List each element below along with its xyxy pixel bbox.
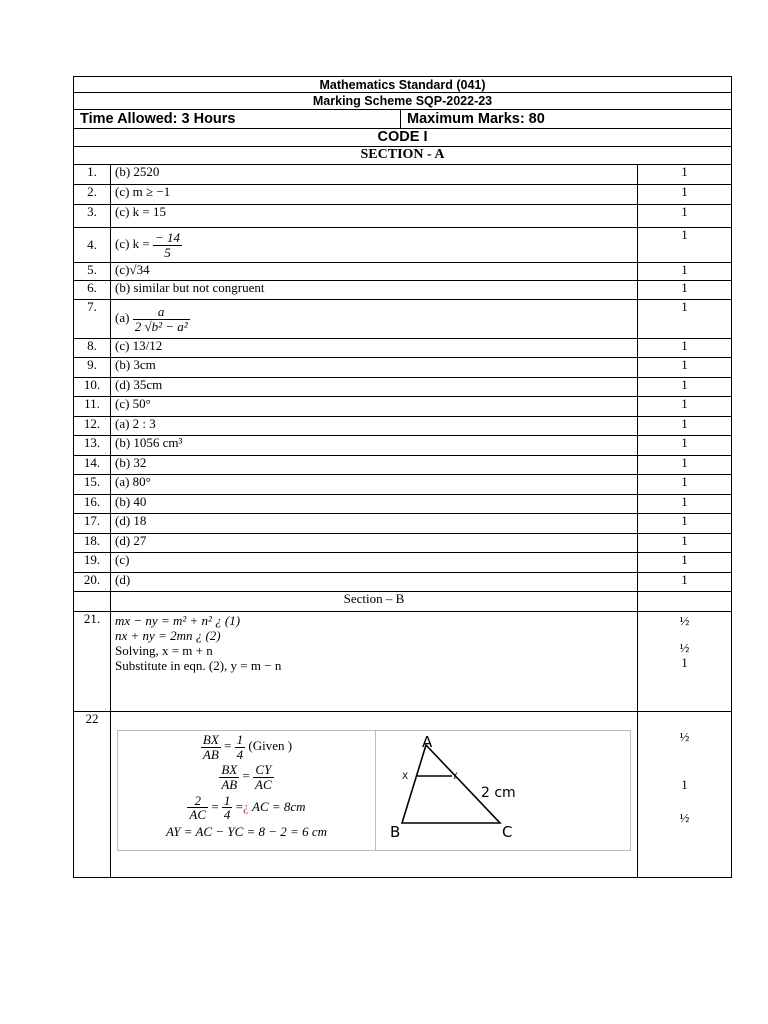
eq3-tail: AC = 8cm — [252, 798, 306, 814]
answer-row — [74, 456, 732, 475]
answer-row — [74, 228, 732, 263]
question-number: 18. — [74, 534, 111, 553]
marks: 1 — [638, 573, 732, 592]
q21-marks — [638, 612, 732, 712]
question-number: 17. — [74, 514, 111, 534]
q21-solution — [111, 612, 638, 712]
question-number: 6. — [74, 281, 111, 300]
answer-row — [74, 281, 732, 300]
marks: 1 — [638, 534, 732, 553]
vertex-c-label: C — [502, 823, 513, 841]
marks: 1 — [638, 553, 732, 573]
question-number: 3. — [74, 205, 111, 228]
q21-row — [74, 612, 732, 712]
answer: (d) 27 — [111, 534, 638, 553]
answer: (c) 50° — [111, 397, 638, 417]
section-b-mark-spacer — [638, 592, 732, 612]
answer: (b) 1056 cm³ — [111, 436, 638, 456]
section-a-heading: SECTION - A — [74, 147, 732, 165]
section-b-spacer — [74, 592, 111, 612]
question-number: 22 — [74, 712, 111, 878]
marks: 1 — [638, 263, 732, 281]
section-b-heading: Section – B — [111, 592, 638, 612]
eq-line-2: $\frac{BX}{AB}$ = $\frac{CY}{AC}$ — [221, 762, 272, 792]
triangle-figure — [388, 733, 528, 845]
fraction: $\frac{BX}{AB}$ — [202, 732, 219, 762]
answer-row — [74, 358, 732, 378]
subject-title: Mathematics Standard (041) — [74, 77, 732, 93]
q21-line-2: nx + ny = 2mn ¿ (2) — [115, 628, 221, 644]
answer-prefix: (c) k = — [115, 236, 150, 252]
answer-row — [74, 339, 732, 358]
question-number: 10. — [74, 378, 111, 397]
answer-row — [74, 436, 732, 456]
answer-row — [74, 495, 732, 514]
marks: 1 — [638, 228, 732, 263]
marks: 1 — [638, 339, 732, 358]
answer: (a) 80° — [111, 475, 638, 495]
marks: 1 — [638, 495, 732, 514]
answer-row — [74, 185, 732, 205]
marks: 1 — [638, 456, 732, 475]
answer: (b) 40 — [111, 495, 638, 514]
point-x-label: X — [402, 772, 409, 782]
fraction — [133, 305, 190, 333]
answer: (b) 32 — [111, 456, 638, 475]
question-number: 5. — [74, 263, 111, 281]
question-number: 13. — [74, 436, 111, 456]
answer: (c)√34 — [111, 263, 638, 281]
mark: ½ — [679, 729, 690, 745]
answer-row — [74, 475, 732, 495]
answer-row — [74, 263, 732, 281]
vertex-b-label: B — [390, 823, 401, 841]
marks: 1 — [638, 475, 732, 495]
triangle-abc — [402, 745, 500, 823]
answer-row — [74, 205, 732, 228]
answer-prefix: (a) — [115, 310, 130, 326]
question-number: 12. — [74, 417, 111, 436]
marks: 1 — [638, 436, 732, 456]
question-number: 8. — [74, 339, 111, 358]
marks: 1 — [638, 514, 732, 534]
answer: (c) m ≥ −1 — [111, 185, 638, 205]
answer: (d) — [111, 573, 638, 592]
mark: ½ — [679, 640, 690, 656]
answer-row — [74, 514, 732, 534]
question-number: 21. — [74, 612, 111, 712]
q22-equations — [118, 731, 375, 850]
answer-row — [74, 300, 732, 339]
marks: 1 — [638, 205, 732, 228]
numerator: a — [133, 305, 190, 320]
answer — [111, 300, 638, 339]
answer-row — [74, 397, 732, 417]
answer-row — [74, 573, 732, 592]
time-allowed: Time Allowed: 3 Hours — [74, 109, 401, 129]
fraction: $\frac{2}{AC}$ — [189, 792, 207, 823]
answer: (b) similar but not congruent — [111, 281, 638, 300]
answer: (c) — [111, 553, 638, 573]
answer: (c) k = 15 — [111, 205, 638, 228]
eq-line-1: $\frac{BX}{AB}$ = $\frac{1}{4}$ (Given ) — [202, 732, 293, 762]
answer: (b) 3cm — [111, 358, 638, 378]
answer-row — [74, 534, 732, 553]
marks: 1 — [638, 300, 732, 339]
vertex-a-label: A — [422, 733, 433, 751]
question-number: 4. — [74, 228, 111, 263]
answer: (b) 2520 — [111, 165, 638, 185]
q21-line-4: Substitute in eqn. (2), y = m − n — [115, 657, 282, 673]
question-number: 19. — [74, 553, 111, 573]
fraction: $\frac{BX}{AB}$ — [221, 762, 238, 792]
answer: (d) 35cm — [111, 378, 638, 397]
mark: ½ — [679, 613, 690, 629]
answer: (d) 18 — [111, 514, 638, 534]
marks: 1 — [638, 358, 732, 378]
question-number: 2. — [74, 185, 111, 205]
length-label: 2 cm — [481, 785, 516, 801]
question-number: 9. — [74, 358, 111, 378]
inner-divider — [375, 731, 376, 850]
question-number: 1. — [74, 165, 111, 185]
question-number: 11. — [74, 397, 111, 417]
numerator: − 14 — [155, 229, 181, 245]
marks: 1 — [638, 165, 732, 185]
fraction: $\frac{1}{4}$ — [236, 732, 244, 762]
given-label: (Given ) — [248, 738, 293, 754]
max-marks: Maximum Marks: 80 — [401, 109, 732, 129]
mark: 1 — [681, 777, 688, 793]
answer — [111, 228, 638, 263]
answer: (a) 2 : 3 — [111, 417, 638, 436]
fraction: $\frac{CY}{AC}$ — [255, 762, 272, 792]
marks: 1 — [638, 397, 732, 417]
denominator: 2 √b² − a² — [134, 318, 188, 334]
marks: 1 — [638, 185, 732, 205]
fraction — [153, 231, 182, 259]
eq-line-4: AY = AC − YC = 8 − 2 = 6 cm — [165, 823, 327, 839]
denominator: 5 — [164, 244, 171, 260]
mark: 1 — [681, 654, 688, 670]
eq-line-3: $\frac{2}{AC}$ = $\frac{1}{4}$ =¿ AC = 8cm — [189, 792, 306, 823]
answer-row — [74, 165, 732, 185]
question-number: 15. — [74, 475, 111, 495]
answer: (c) 13/12 — [111, 339, 638, 358]
scheme-title: Marking Scheme SQP-2022-23 — [74, 93, 732, 109]
question-number: 20. — [74, 573, 111, 592]
question-number: 16. — [74, 495, 111, 514]
marks: 1 — [638, 417, 732, 436]
code-label: CODE I — [74, 129, 732, 147]
q22-inner-box — [117, 730, 631, 851]
fraction: $\frac{1}{4}$ — [223, 792, 231, 823]
mark: ½ — [679, 809, 690, 825]
point-y-label: Y — [452, 772, 458, 782]
q21-line-3: Solving, x = m + n — [115, 642, 213, 658]
marks: 1 — [638, 281, 732, 300]
question-number: 7. — [74, 300, 111, 339]
q21-line-1: mx − ny = m² + n² ¿ (1) — [115, 613, 241, 629]
answer-row — [74, 553, 732, 573]
answer-row — [74, 378, 732, 397]
marks: 1 — [638, 378, 732, 397]
q22-marks — [638, 712, 732, 878]
answer-row — [74, 417, 732, 436]
question-number: 14. — [74, 456, 111, 475]
